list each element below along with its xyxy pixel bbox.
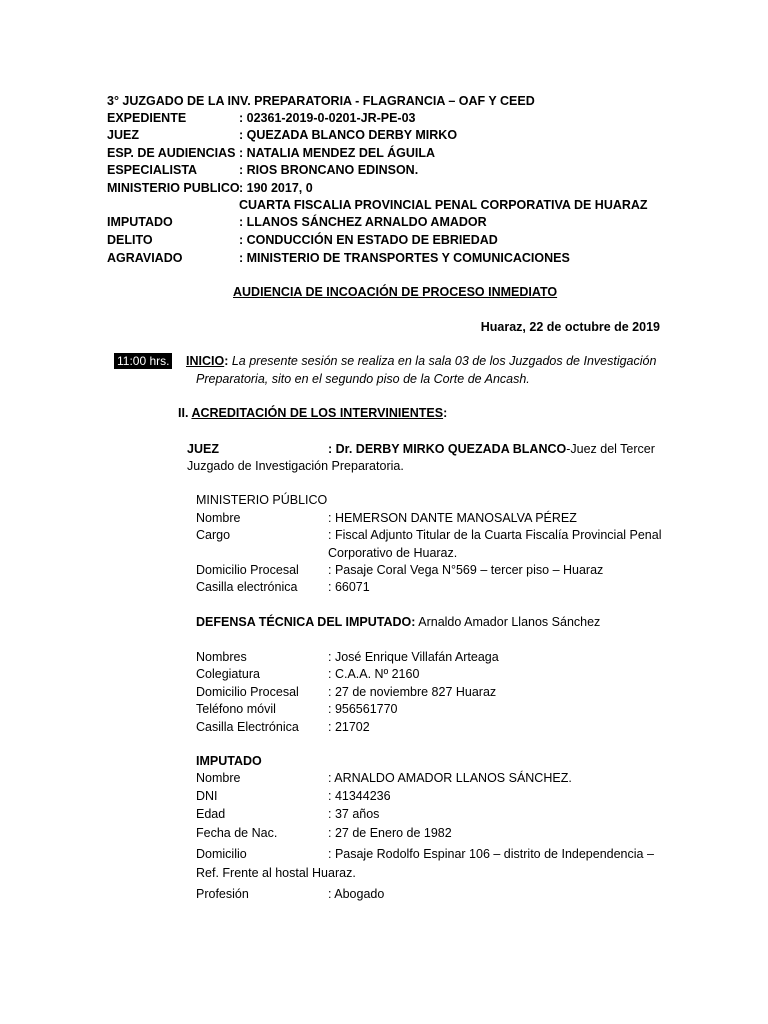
row-key: Edad: [196, 807, 226, 821]
header-value: : 190 2017, 0: [239, 181, 313, 195]
inicio-text-line2: Preparatoria, sito en el segundo piso de la Corte de Ancash.: [196, 372, 530, 386]
header-value: : LLANOS SÁNCHEZ ARNALDO AMADOR: [239, 215, 487, 229]
row-key: Profesión: [196, 887, 249, 901]
section-colon: :: [443, 406, 448, 420]
row-value: : ARNALDO AMADOR LLANOS SÁNCHEZ.: [328, 771, 572, 785]
header-value: : CONDUCCIÓN EN ESTADO DE EBRIEDAD: [239, 233, 498, 247]
row-value: : 21702: [328, 720, 370, 734]
row-key: Casilla Electrónica: [196, 720, 299, 734]
inicio-text-line1: La presente sesión se realiza en la sala 03 de los Juzgados de Investigación: [228, 354, 657, 368]
ministerio-heading: MINISTERIO PÚBLICO: [196, 493, 328, 507]
row-value: : 66071: [328, 580, 370, 594]
row-key: Domicilio: [196, 847, 247, 861]
header-label: AGRAVIADO: [107, 251, 183, 265]
header-value: : MINISTERIO DE TRANSPORTES Y COMUNICACIONES: [239, 251, 570, 265]
imputado-ref-line: Ref. Frente al hostal Huaraz.: [196, 866, 356, 880]
header-label: IMPUTADO: [107, 215, 173, 229]
row-key: Fecha de Nac.: [196, 826, 278, 840]
row-value: : Pasaje Rodolfo Espinar 106 – distrito de Independencia –: [328, 847, 654, 861]
header-label: EXPEDIENTE: [107, 111, 187, 125]
defensa-heading: DEFENSA TÉCNICA DEL IMPUTADO:: [196, 615, 416, 629]
row-value: : Fiscal Adjunto Titular de la Cuarta Fiscalía Provincial Penal: [328, 528, 662, 542]
header-value: : QUEZADA BLANCO DERBY MIRKO: [239, 128, 458, 142]
header-label: MINISTERIO PUBLICO: [107, 181, 240, 195]
header-label: DELITO: [107, 233, 153, 247]
imputado-heading: IMPUTADO: [196, 754, 262, 768]
juez-line2: Juzgado de Investigación Preparatoria.: [187, 459, 404, 473]
row-value: : Abogado: [328, 887, 385, 901]
header-label: ESPECIALISTA: [107, 163, 198, 177]
header-label: JUEZ: [107, 128, 139, 142]
row-value: : 37 años: [328, 807, 380, 821]
row-value: : Pasaje Coral Vega N°569 – tercer piso – Huaraz: [328, 563, 604, 577]
juez-value: [328, 441, 655, 459]
document-title: AUDIENCIA DE INCOACIÓN DE PROCESO INMEDIATO: [233, 285, 558, 299]
row-value: Corporativo de Huaraz.: [328, 546, 458, 560]
row-key: DNI: [196, 789, 218, 803]
inicio-paragraph: [186, 353, 656, 371]
header-value: : RIOS BRONCANO EDINSON.: [239, 163, 419, 177]
row-key: Domicilio Procesal: [196, 563, 299, 577]
row-key: Nombre: [196, 771, 241, 785]
header-value: : 02361-2019-0-0201-JR-PE-03: [239, 111, 416, 125]
court-heading: 3° JUZGADO DE LA INV. PREPARATORIA - FLAGRANCIA – OAF Y CEED: [107, 94, 535, 108]
juez-colon: : Dr.: [328, 442, 356, 456]
row-key: Domicilio Procesal: [196, 685, 299, 699]
row-key: Colegiatura: [196, 667, 260, 681]
row-key: Nombre: [196, 511, 241, 525]
date-line: Huaraz, 22 de octubre de 2019: [480, 320, 660, 334]
inicio-label: INICIO: [186, 354, 225, 368]
section-title: ACREDITACIÓN DE LOS INTERVINIENTES: [191, 406, 444, 420]
section-prefix: II.: [178, 406, 192, 420]
row-value: : José Enrique Villafán Arteaga: [328, 650, 499, 664]
row-key: Cargo: [196, 528, 231, 542]
row-value: : 27 de noviembre 827 Huaraz: [328, 685, 497, 699]
row-key: Casilla electrónica: [196, 580, 298, 594]
juez-label: JUEZ: [187, 442, 219, 456]
juez-name: DERBY MIRKO QUEZADA BLANCO: [355, 442, 567, 456]
inicio-colon: :: [224, 354, 229, 368]
defensa-heading-line: [196, 614, 600, 632]
header-value: : NATALIA MENDEZ DEL ÁGUILA: [239, 146, 436, 160]
row-value: : 27 de Enero de 1982: [328, 826, 452, 840]
section-heading: [178, 405, 447, 423]
row-value: : C.A.A. Nº 2160: [328, 667, 420, 681]
row-value: : 956561770: [328, 702, 398, 716]
time-badge: 11:00 hrs.: [114, 353, 172, 369]
header-value: CUARTA FISCALIA PROVINCIAL PENAL CORPORATIVA DE HUARAZ: [239, 198, 648, 212]
header-label: ESP. DE AUDIENCIAS: [107, 146, 236, 160]
row-value: : HEMERSON DANTE MANOSALVA PÉREZ: [328, 511, 577, 525]
defensa-name: Arnaldo Amador Llanos Sánchez: [415, 615, 601, 629]
row-key: Nombres: [196, 650, 247, 664]
row-key: Teléfono móvil: [196, 702, 276, 716]
juez-rest: -Juez del Tercer: [566, 442, 655, 456]
row-value: : 41344236: [328, 789, 391, 803]
